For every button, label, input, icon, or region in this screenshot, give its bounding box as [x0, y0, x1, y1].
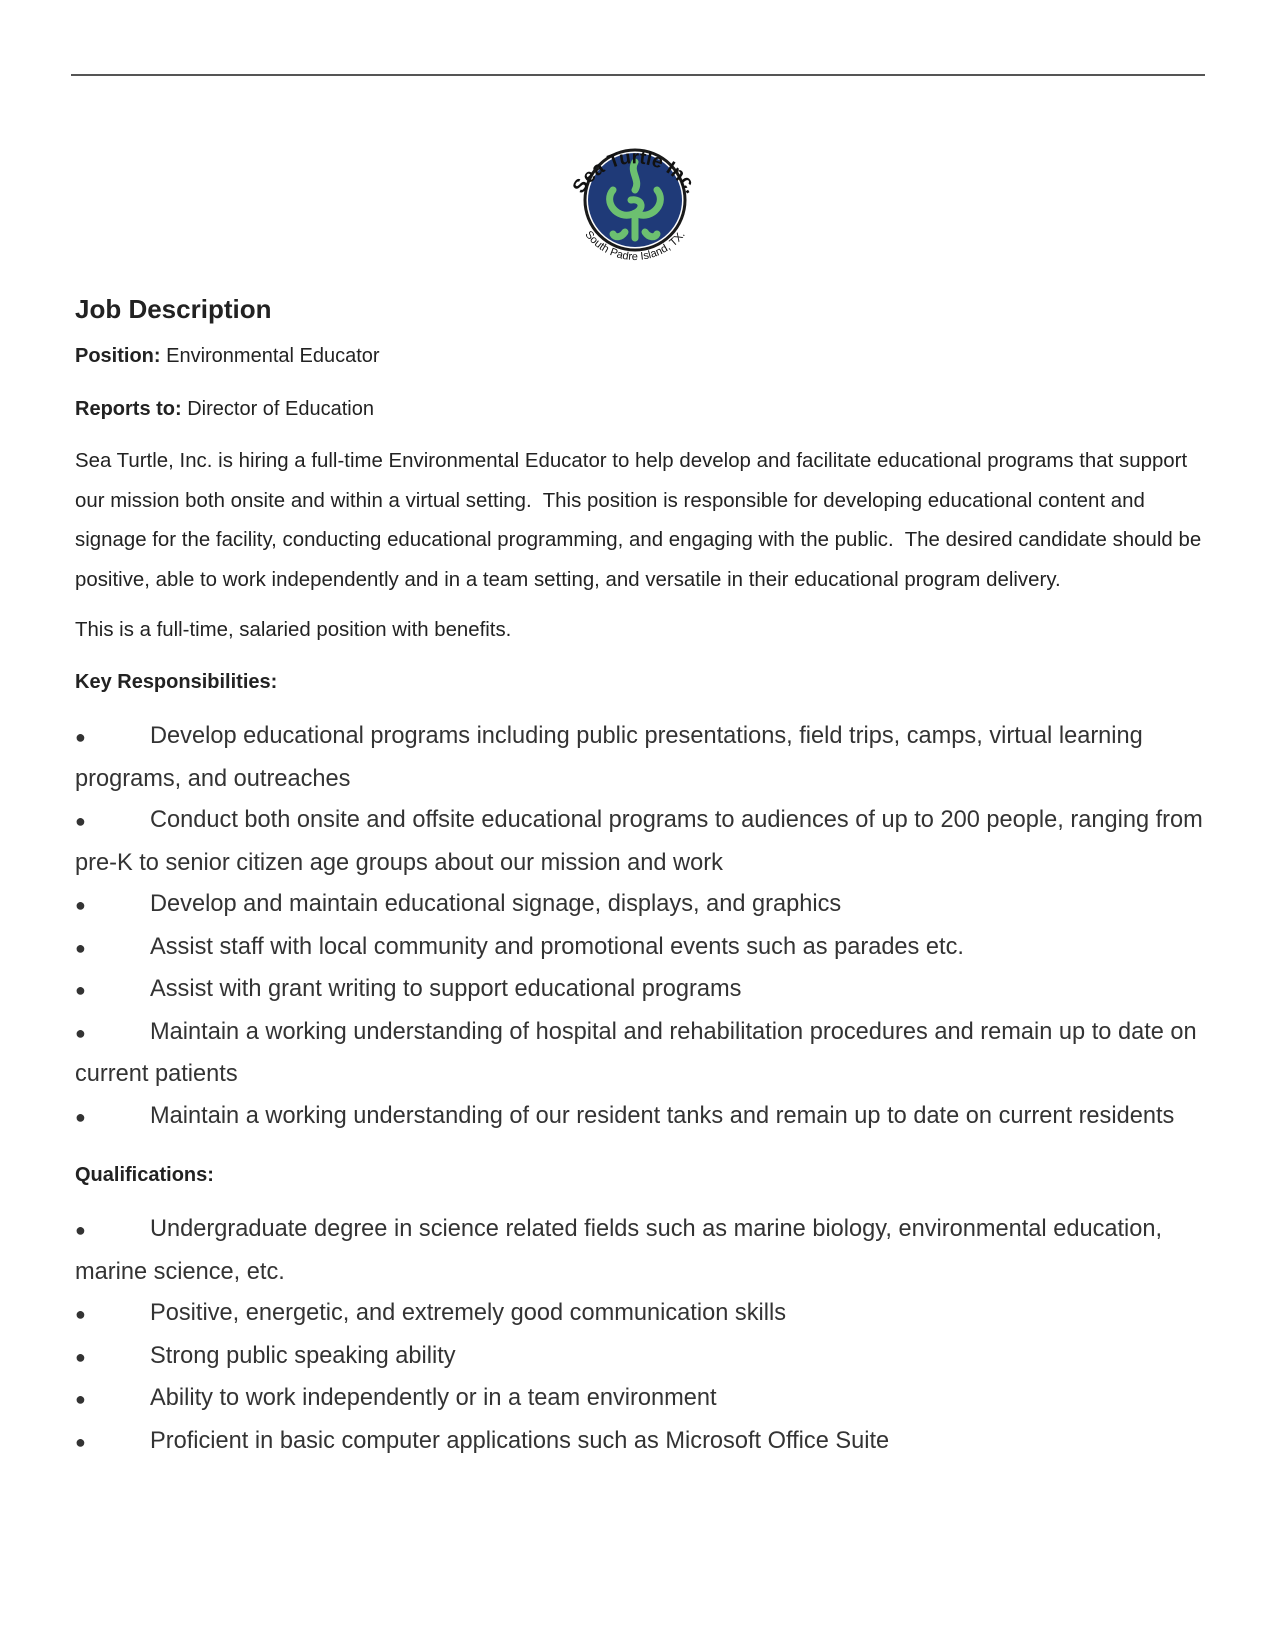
- bullet-icon: ●: [75, 811, 86, 831]
- list-item: ● Maintain a working understanding of hospital and rehabilitation procedures and remain up to date on current patients: [75, 1012, 1210, 1096]
- logo-location-text: South Padre Island, TX.: [582, 228, 688, 264]
- list-item: ● Develop educational programs including public presentations, field trips, camps, virtual learning programs, and outreaches: [75, 716, 1210, 800]
- logo-name-text: Sea Turtle Inc.: [568, 147, 702, 198]
- list-item: ● Strong public speaking ability: [75, 1336, 1210, 1379]
- responsibilities-heading: Key Responsibilities:: [75, 671, 278, 693]
- bullet-icon: ●: [75, 1022, 86, 1043]
- document-body: [75, 292, 1210, 1463]
- salary-note: This is a full-time, salaried position with benefits.: [75, 619, 512, 641]
- list-item: ● Undergraduate degree in science related fields such as marine biology, environmental education, marine science, etc.: [75, 1209, 1210, 1293]
- intro-paragraph: Sea Turtle, Inc. is hiring a full-time Environmental Educator to help develop and facilitate educational programs that support our mission both onsite and within a virtual setting. This position is responsible for developing educational content and signage for the facility, conducting educational programming, and engaging with the public. The desired candidate should be positive, able to work independently and in a team setting, and versatile in their educational program delivery.: [75, 450, 1207, 591]
- reports-to-line: [75, 395, 1210, 423]
- bullet-icon: ●: [75, 1389, 86, 1409]
- bullet-icon: ●: [75, 1346, 86, 1367]
- position-label: Position:: [75, 345, 161, 367]
- responsibilities-list: [75, 716, 1210, 1138]
- bullet-icon: ●: [75, 895, 86, 915]
- bullet-icon: ●: [75, 1106, 86, 1127]
- bullet-icon: ●: [75, 937, 86, 958]
- list-item: ● Positive, energetic, and extremely good communication skills: [75, 1293, 1210, 1336]
- list-item: ● Conduct both onsite and offsite educational programs to audiences of up to 200 people, ranging from pre-K to senior citizen age groups about our mission and work: [75, 800, 1210, 884]
- list-item: ● Assist staff with local community and promotional events such as parades etc.: [75, 927, 1210, 970]
- position-line: [75, 342, 1210, 370]
- top-divider: [71, 74, 1205, 76]
- bullet-icon: ●: [75, 1304, 86, 1324]
- list-item: ● Proficient in basic computer applications such as Microsoft Office Suite: [75, 1421, 1210, 1464]
- list-item: ● Develop and maintain educational signage, displays, and graphics: [75, 884, 1210, 927]
- bullet-icon: ●: [75, 980, 86, 1000]
- bullet-icon: ●: [75, 1431, 86, 1452]
- bullet-icon: ●: [75, 1220, 86, 1240]
- reports-to-value: Director of Education: [187, 398, 374, 420]
- list-item: ● Assist with grant writing to support educational programs: [75, 969, 1210, 1012]
- qualifications-heading: Qualifications:: [75, 1164, 214, 1186]
- position-value: Environmental Educator: [166, 345, 380, 367]
- logo-svg: [555, 120, 715, 280]
- qualifications-list: [75, 1209, 1210, 1463]
- bullet-icon: ●: [75, 727, 86, 747]
- page-title: Job Description: [75, 294, 272, 324]
- reports-to-label: Reports to:: [75, 398, 182, 420]
- list-item: ● Ability to work independently or in a team environment: [75, 1378, 1210, 1421]
- sea-turtle-inc-logo: [555, 120, 715, 280]
- list-item: ● Maintain a working understanding of our resident tanks and remain up to date on current residents: [75, 1096, 1210, 1139]
